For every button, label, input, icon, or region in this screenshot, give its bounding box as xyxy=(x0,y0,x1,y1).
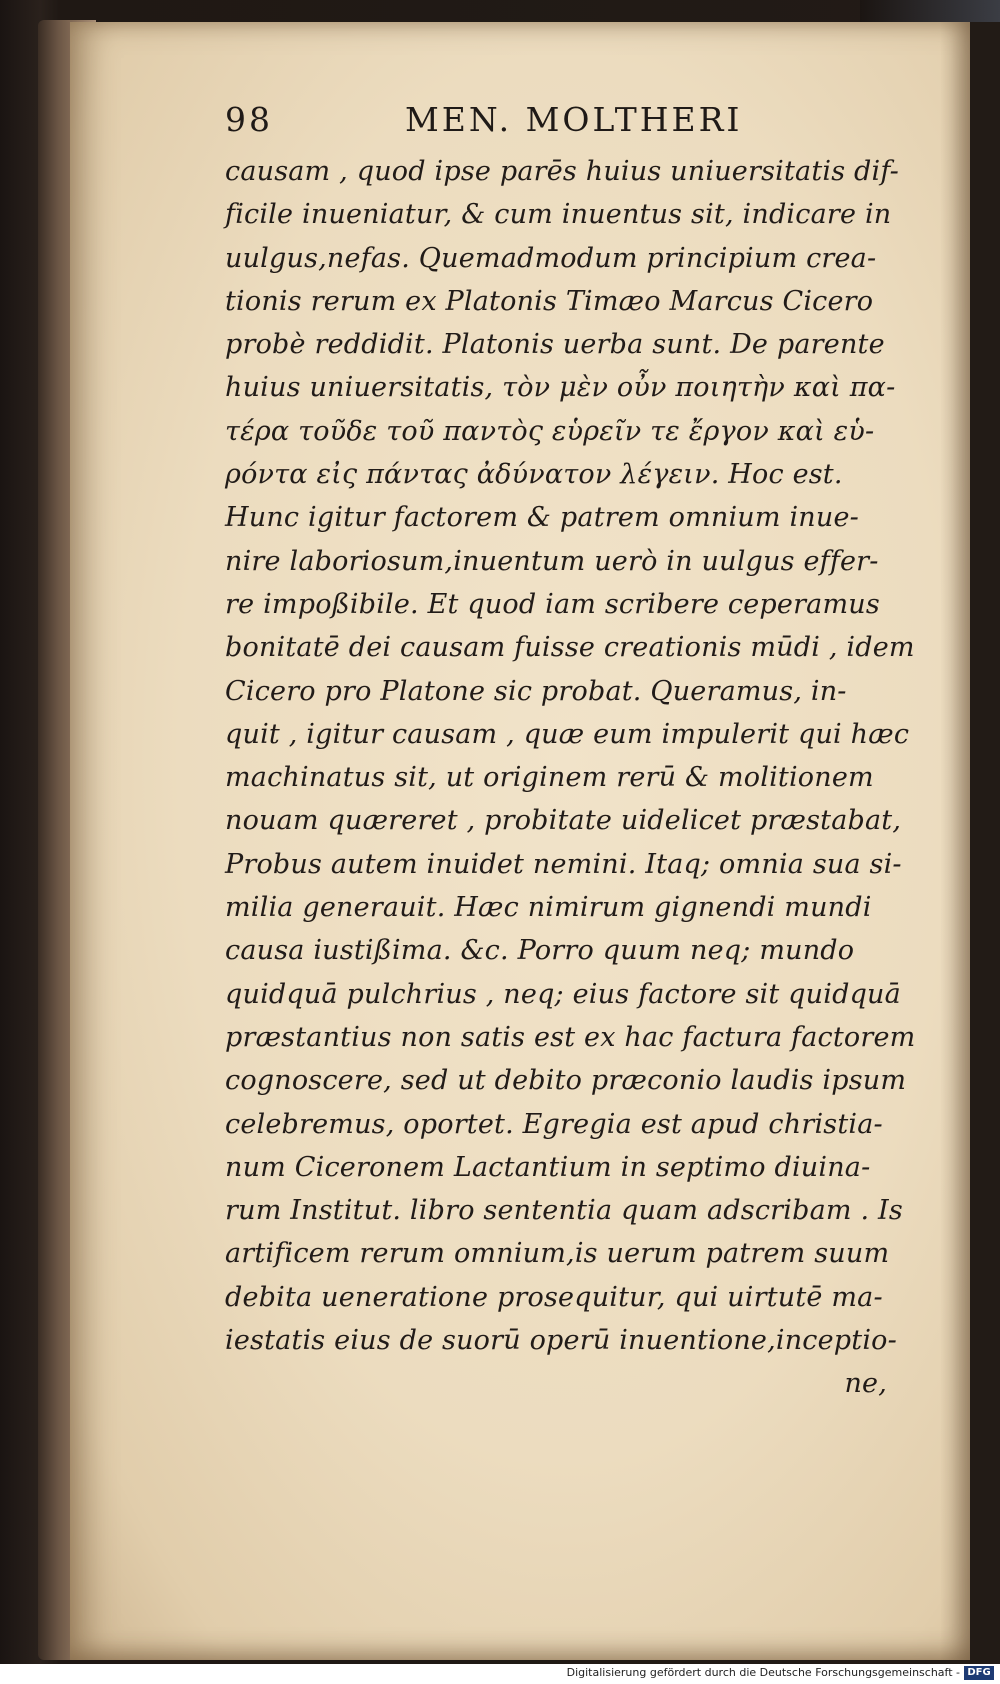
text-line: re impoßibile. Et quod iam scribere ceperamus xyxy=(225,588,880,620)
text-line: ficile inueniatur, & cum inuentus sit, indicare in xyxy=(225,199,892,231)
text-line: huius uniuersitatis, τὸν μὲν οὖν ποιητὴν καὶ πα- xyxy=(225,372,896,404)
text-line: celebremus, oportet. Egregia est apud christia- xyxy=(225,1108,883,1140)
text-line: causa iustißima. &c. Porro quum neq; mundo xyxy=(225,935,855,967)
text-line: debita ueneratione prosequitur, qui uirtutē ma- xyxy=(225,1281,883,1313)
page-edge-shadow xyxy=(940,22,970,1660)
text-line: Probus autem inuidet nemini. Itaq; omnia sua si- xyxy=(225,848,902,880)
text-line: præstantius non satis est ex hac factura factorem xyxy=(225,1021,916,1053)
text-line: iestatis eius de suorū operū inuentione,inceptio- xyxy=(225,1325,897,1357)
text-line: machinatus sit, ut originem rerū & molitionem xyxy=(225,762,874,794)
text-line: ρόντα εἰς πάντας ἀδύνατον λέγειν. Hoc est. xyxy=(225,459,843,491)
funding-credit: Digitalisierung gefördert durch die Deutsche Forschungsgemeinschaft - xyxy=(566,1666,960,1679)
text-line: Hunc igitur factorem & patrem omnium inue- xyxy=(225,502,859,534)
text-line: quidquā pulchrius , neq; eius factore sit quidquā xyxy=(225,978,901,1010)
text-line: artificem rerum omnium,is uerum patrem suum xyxy=(225,1238,890,1270)
text-line: bonitatē dei causam fuisse creationis mūdi , idem xyxy=(225,632,915,664)
text-line: Cicero pro Platone sic probat. Queramus, in- xyxy=(225,675,847,707)
text-line: uulgus,nefas. Quemadmodum principium crea- xyxy=(225,242,877,274)
text-line: nire laboriosum,inuentum uerò in uulgus effer- xyxy=(225,545,879,577)
running-head: MEN. MOLTHERI xyxy=(405,100,743,139)
page-header xyxy=(225,100,875,146)
text-line: τέρα τοῦδε τοῦ παντὸς εὑρεῖν τε ἔργον καὶ εὑ- xyxy=(225,415,875,447)
scan-border-strip xyxy=(860,0,1000,22)
page-number: 98 xyxy=(225,100,273,139)
text-line: causam , quod ipse parēs huius uniuersitatis dif- xyxy=(225,156,899,187)
text-line: quit , igitur causam , quæ eum impulerit qui hæc xyxy=(225,718,910,750)
text-line: tionis rerum ex Platonis Timæo Marcus Cicero xyxy=(225,285,874,317)
text-line: rum Institut. libro sententia quam adscribam . Is xyxy=(225,1195,903,1227)
text-line: num Ciceronem Lactantium in septimo diuina- xyxy=(225,1151,871,1183)
body-text xyxy=(225,150,916,1406)
dfg-logo: DFG xyxy=(964,1666,994,1680)
text-line: probè reddidit. Platonis uerba sunt. De parente xyxy=(225,329,885,361)
catchword: ne, xyxy=(844,1368,887,1400)
footer-bar xyxy=(0,1664,1000,1684)
text-line: cognoscere, sed ut debito præconio laudis ipsum xyxy=(225,1065,907,1097)
text-line: nouam quæreret , probitate uidelicet præstabat, xyxy=(225,805,902,837)
text-line: milia generauit. Hæc nimirum gignendi mundi xyxy=(225,892,872,924)
